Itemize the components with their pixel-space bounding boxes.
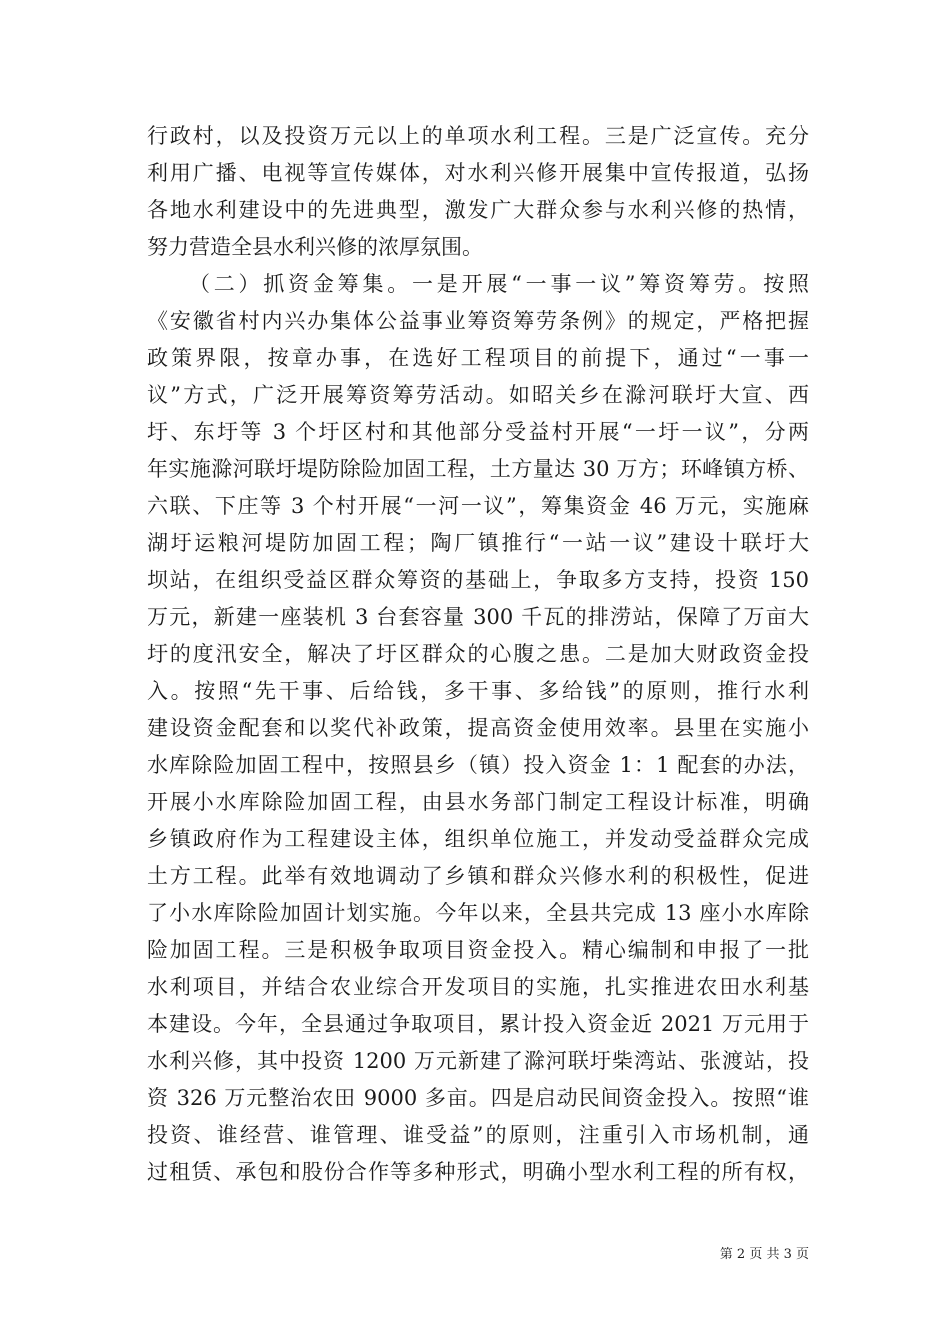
- text-line: 水库除险加固工程中，按照县乡（镇）投入资金 1：1 配套的办法，: [147, 753, 809, 777]
- text-line: 利用广播、电视等宣传媒体，对水利兴修开展集中宣传报道，弘扬: [147, 161, 809, 185]
- text-line: 六联、下庄等 3 个村开展“一河一议”，筹集资金 46 万元，实施麻: [147, 494, 809, 518]
- text-line: 建设资金配套和以奖代补政策，提高资金使用效率。县里在实施小: [147, 716, 809, 740]
- text-line: 险加固工程。三是积极争取项目资金投入。精心编制和申报了一批: [147, 938, 809, 962]
- text-line: 乡镇政府作为工程建设主体，组织单位施工，并发动受益群众完成: [147, 827, 809, 851]
- text-line: 努力营造全县水利兴修的浓厚氛围。: [147, 235, 483, 259]
- text-line: 各地水利建设中的先进典型，激发广大群众参与水利兴修的热情，: [147, 198, 809, 222]
- text-line: 《安徽省村内兴办集体公益事业筹资筹劳条例》的规定，严格把握: [147, 309, 809, 333]
- text-line: 湖圩运粮河堤防加固工程；陶厂镇推行“一站一议”建设十联圩大: [147, 531, 809, 555]
- text-line: 圩的度汛安全，解决了圩区群众的心腹之患。二是加大财政资金投: [147, 642, 809, 666]
- text-line: 水利项目，并结合农业综合开发项目的实施，扎实推进农田水利基: [147, 975, 809, 999]
- text-line: 万元，新建一座装机 3 台套容量 300 千瓦的排涝站，保障了万亩大: [147, 605, 809, 629]
- text-line: 本建设。今年，全县通过争取项目，累计投入资金近 2021 万元用于: [147, 1012, 809, 1036]
- text-line: 议”方式，广泛开展筹资筹劳活动。如昭关乡在滁河联圩大宣、西: [147, 383, 809, 407]
- text-line: 过租赁、承包和股份合作等多种形式，明确小型水利工程的所有权，: [147, 1160, 809, 1184]
- text-line: 资 326 万元整治农田 9000 多亩。四是启动民间资金投入。按照“谁: [147, 1086, 809, 1110]
- text-line: 土方工程。此举有效地调动了乡镇和群众兴修水利的积极性，促进: [147, 864, 809, 888]
- text-line: 入。按照“先干事、后给钱，多干事、多给钱”的原则，推行水利: [147, 679, 809, 703]
- text-line: 投资、谁经营、谁管理、谁受益”的原则，注重引入市场机制，通: [147, 1123, 809, 1147]
- text-line: 政策界限，按章办事，在选好工程项目的前提下，通过“一事一: [147, 346, 809, 370]
- paragraph-heading: （二）抓资金筹集。一是开展“一事一议”筹资筹劳。按照: [189, 272, 809, 296]
- text-line: 了小水库除险加固计划实施。今年以来，全县共完成 13 座小水库除: [147, 901, 809, 925]
- text-line: 水利兴修，其中投资 1200 万元新建了滁河联圩柴湾站、张渡站，投: [147, 1049, 809, 1073]
- page-number: 第 2 页 共 3 页: [719, 1247, 809, 1262]
- text-line: 坝站，在组织受益区群众筹资的基础上，争取多方支持，投资 150: [147, 568, 809, 592]
- text-line: 年实施滁河联圩堤防除险加固工程，土方量达 30 万方；环峰镇方桥、: [147, 457, 809, 481]
- text-line: 开展小水库除险加固工程，由县水务部门制定工程设计标准，明确: [147, 790, 809, 814]
- text-line: 圩、东圩等 3 个圩区村和其他部分受益村开展“一圩一议”，分两: [147, 420, 809, 444]
- text-line: 行政村，以及投资万元以上的单项水利工程。三是广泛宣传。充分: [147, 124, 809, 148]
